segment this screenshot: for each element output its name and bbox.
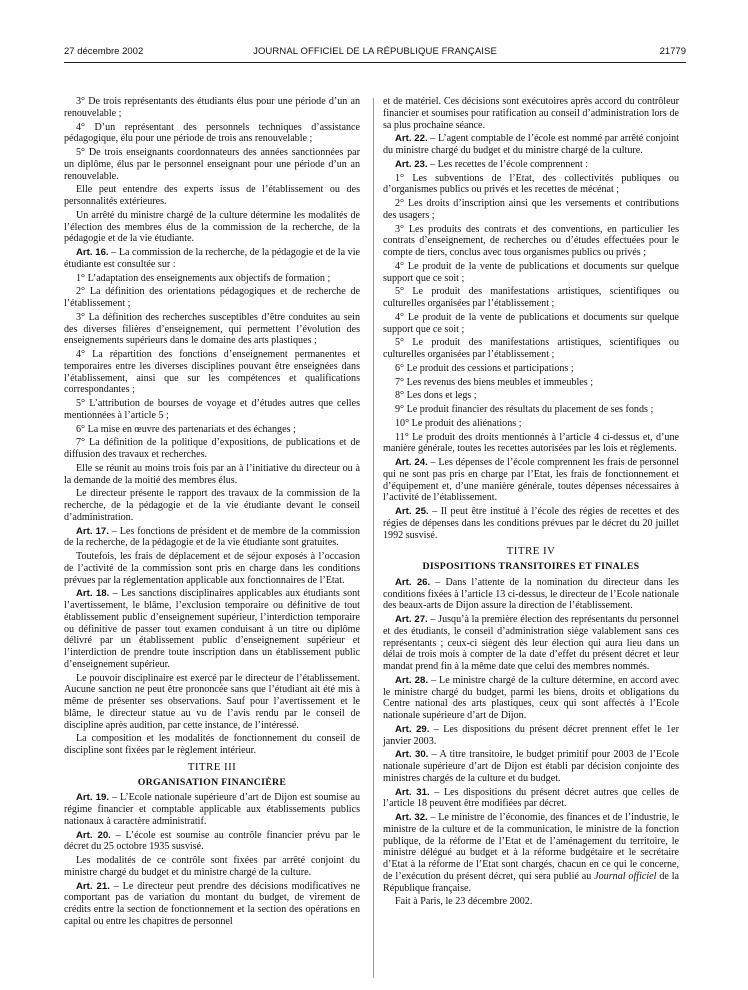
article-number: Art. 26. xyxy=(395,576,431,588)
article-paragraph: Art. 17. – Les fonctions de président et de membre de la commission de la recherche, de la pédagogie et de la vie étudiante sont gratuites. xyxy=(64,525,360,549)
left-column xyxy=(64,96,360,930)
paragraph: 9° Le produit financier des résultats du placement de ses fonds ; xyxy=(395,404,654,415)
article-number: Art. 23. xyxy=(395,158,428,170)
paragraph: Elle peut entendre des experts issus de l’établissement ou des personnalités extérieures. xyxy=(64,184,360,207)
paragraph: Les modalités de ce contrôle sont fixées par arrêté conjoint du ministre chargé du budget et du ministre chargé de la culture. xyxy=(64,855,360,878)
paragraph: 8° Les dons et legs ; xyxy=(395,390,477,402)
paragraph: 7° Les revenus des biens meubles et immeubles ; xyxy=(395,376,594,388)
article-paragraph: Art. 20. – L’école est soumise au contrôle financier prévu par le décret du 25 octobre 1935 susvisé. xyxy=(64,829,361,853)
paragraph: 3° La définition des recherches susceptibles d’être conduites au sein des diverses filières d’enseignement, qui permettent l’évolution des enseignements supérieurs dans le domaine des arts plastiques ; xyxy=(64,311,360,347)
page-header xyxy=(64,46,686,62)
paragraph: Toutefois, les frais de déplacement et de séjour exposés à l’occasion de l’activité de la commission sont pris en charge dans les conditions prévues par la réglementation applicable aux fonctionnaires de l’Etat. xyxy=(64,551,360,586)
article-paragraph: Art. 23. – Les recettes de l’école comprennent : xyxy=(395,158,589,170)
article-number: Art. 20. xyxy=(76,829,111,841)
paragraph: Un arrêté du ministre chargé de la culture détermine les modalités de l’élection des membres élus de la commission de la recherche, de la pédagogie et de la vie étudiante. xyxy=(64,209,360,245)
article-number: Art. 25. xyxy=(395,506,429,517)
article-paragraph: Art. 29. – Les dispositions du présent décret prennent effet le 1er janvier 2003. xyxy=(383,723,679,747)
article-paragraph: Art. 21. – Le directeur peut prendre des décisions modificatives ne comportant pas de variation du montant du budget, de virement de crédits entre la section de fonctionnement et la section des opérations en capital ou entre les chapitres de personnel xyxy=(64,880,360,927)
article-number: Art. 29. xyxy=(395,723,430,735)
article-paragraph: Art. 27. – Jusqu’à la première élection des représentants du personnel et des étudiants, le conseil d’administration siège valablement sans ces représentants ; ceux-ci siègent dès leur élection qui aura lieu dans un délai de trois mois à compter de la date d’effet du présent décret et leur mandat prend fin à la même date que celui des membres nommés. xyxy=(383,614,679,672)
section-title: TITRE IV xyxy=(506,545,556,558)
article-paragraph: Art. 24. – Les dépenses de l’école comprennent les frais de personnel qui ne sont pas pris en charge par l’Etat, les frais de fonctionnement et d’équipement et, d’une manière générale, toutes dépenses nécessaires à l’activité de l’établissement. xyxy=(383,457,679,504)
section-title: TITRE III xyxy=(187,760,237,773)
paragraph: Le directeur présente le rapport des travaux de la commission de la recherche, de la pédagogie et de la vie étudiante devant le conseil d’administration. xyxy=(64,488,360,523)
column-divider xyxy=(373,98,374,978)
paragraph: 6° La mise en œuvre des partenariats et des échanges ; xyxy=(76,423,296,435)
article-paragraph: Art. 28. – Le ministre chargé de la culture détermine, en accord avec le ministre chargé du budget, parmi les biens, droits et obligations du Centre national des arts plastiques, ceux qui sont affectés à l’Ecole nationale supérieure d’art de Dijon. xyxy=(383,674,679,721)
paragraph: 3° De trois représentants des étudiants élus pour une période d’un an renouvelable ; xyxy=(64,96,360,119)
article-number: Art. 27. xyxy=(395,614,428,625)
article-number: Art. 31. xyxy=(395,786,430,798)
article-number: Art. 28. xyxy=(395,674,428,686)
paragraph: 2° La définition des orientations pédagogiques et de recherche de l’établissement ; xyxy=(64,286,360,309)
header-rule xyxy=(64,62,686,63)
paragraph: 5° L’attribution de bourses de voyage et d’études autres que celles mentionnées à l’article 5 ; xyxy=(64,398,360,421)
article-number: Art. 17. xyxy=(76,525,109,537)
article-paragraph: Art. 18. – Les sanctions disciplinaires applicables aux étudiants sont l’avertissement, le blâme, l’exclusion temporaire ou définitive de tout établissement public d’enseignement supérieur, l’interdiction temporaire ou définitive de passer tout examen conduisant à un titre ou diplôme délivré par un établissement public d’enseignement supérieur et l’interdiction de prendre toute inscription dans un établissement public d’enseignement supérieur. xyxy=(64,588,360,670)
paragraph: 4° Le produit de la vente de publications et documents sur quelque support que ce soit ; xyxy=(383,311,679,335)
article-paragraph: Art. 22. – L’agent comptable de l’école est nommé par arrêté conjoint du ministre chargé du budget et du ministre chargé de la culture. xyxy=(383,133,679,156)
header-page-number: 21779 xyxy=(659,46,686,57)
paragraph: 4° D’un représentant des personnels techniques d’assistance pédagogique, élu pour une période de trois ans renouvelable ; xyxy=(64,121,360,145)
paragraph: 2° Les droits d’inscription ainsi que les versements et contributions des usagers ; xyxy=(383,198,679,221)
paragraph: 3° Les produits des contrats et des conventions, en particulier les contrats d’enseignement, de recherches ou d’études effectuées pour le compte de tiers, conclus avec tous organismes publics ou privés ; xyxy=(383,223,679,258)
paragraph: 1° L’adaptation des enseignements aux objectifs de formation ; xyxy=(76,272,331,284)
article-number: Art. 18. xyxy=(76,588,110,600)
paragraph: 4° Le produit de la vente de publications et documents sur quelque support que ce soit ; xyxy=(383,260,679,284)
article-number: Art. 32. xyxy=(395,812,428,823)
article-paragraph: Art. 16. – La commission de la recherche, de la pédagogie et de la vie étudiante est consultée sur : xyxy=(64,247,360,270)
header-journal-title: JOURNAL OFFICIEL DE LA RÉPUBLIQUE FRANÇAISE xyxy=(253,46,497,57)
paragraph: et de matériel. Ces décisions sont exécutoires après accord du contrôleur financier et soumises pour ratification au conseil d’administration lors de sa plus prochaine séance. xyxy=(383,96,679,131)
article-paragraph: Art. 32. – Le ministre de l’économie, des finances et de l’industrie, le ministre de la culture et de la communication, le ministre de la fonction publique, de la réforme de l’Etat et de l’aménagement du territoire, le ministre délégué au budget et à la réforme budgétaire et le secrétaire d’Etat à la réforme de l’Etat sont chargés, chacun en ce qui le concerne, de l’exécution du présent décret, qui sera publié au Journal officiel de la République française. xyxy=(383,812,680,894)
italic-text: Journal officiel xyxy=(594,870,657,882)
article-paragraph: Art. 31. – Les dispositions du présent décret autres que celles de l’article 18 peuvent être modifiées par décret. xyxy=(383,786,679,810)
paragraph: 10° Le produit des aliénations ; xyxy=(395,417,522,429)
paragraph: 5° Le produit des manifestations artistiques, scientifiques ou culturelles organisées par l’établissement ; xyxy=(383,286,679,309)
article-paragraph: Art. 26. – Dans l’attente de la nomination du directeur dans les conditions fixées à l’article 13 ci-dessus, le directeur de l’Ecole nationale des beaux-arts de Dijon assure la direction de l’établissement. xyxy=(383,576,679,612)
paragraph: La composition et les modalités de fonctionnement du conseil de discipline sont fixées par le règlement intérieur. xyxy=(64,733,360,756)
article-paragraph: Art. 30. – A titre transitoire, le budget primitif pour 2003 de l’Ecole nationale supérieure d’art de Dijon est établi par décision conjointe des ministres chargés de la culture et du budget. xyxy=(383,749,679,784)
paragraph: Fait à Paris, le 23 décembre 2002. xyxy=(395,896,533,908)
article-number: Art. 19. xyxy=(76,792,109,804)
article-paragraph: Art. 25. – Il peut être institué à l’école des régies de recettes et des régies de dépenses dans les conditions prévues par le décret du 20 juillet 1992 susvisé. xyxy=(383,506,679,541)
header-date: 27 décembre 2002 xyxy=(64,46,144,57)
article-number: Art. 21. xyxy=(76,880,110,892)
paragraph: 5° De trois enseignants coordonnateurs des années sanctionnées par un diplôme, élus par le personnel enseignant pour une période d’un an renouvelable. xyxy=(64,147,360,182)
article-number: Art. 22. xyxy=(395,133,428,145)
paragraph: 5° Le produit des manifestations artistiques, scientifiques ou culturelles organisées par l’établissement ; xyxy=(383,337,679,360)
paragraph: 6° Le produit des cessions et participations ; xyxy=(395,362,574,374)
article-number: Art. 16. xyxy=(76,247,109,258)
section-subtitle: ORGANISATION FINANCIÈRE xyxy=(137,776,287,788)
article-paragraph: Art. 19. – L’Ecole nationale supérieure d’art de Dijon est soumise au régime financier et comptable applicable aux établissements publics nationaux à caractère administratif. xyxy=(64,792,360,827)
section-subtitle: DISPOSITIONS TRANSITOIRES ET FINALES xyxy=(422,561,640,572)
paragraph: 11° Le produit des droits mentionnés à l’article 4 ci-dessus et, d’une manière générale, toutes les recettes autorisées par les lois et règlements. xyxy=(383,431,679,455)
paragraph: 1° Les subventions de l’Etat, des collectivités publiques ou d’organismes publics ou privés et les recettes de mécénat ; xyxy=(383,172,679,196)
paragraph: 7° La définition de la politique d’expositions, de publications et de diffusion des travaux et recherches. xyxy=(64,437,360,460)
paragraph: Le pouvoir disciplinaire est exercé par le directeur de l’établissement. Aucune sanction ne peut être prononcée sans que l’étudiant ait été mis à même de présenter ses observations. Sauf pour l’avertissement et le blâme, le directeur statue au vu de l’avis rendu par le conseil de discipline après audition, par cette instance, de l’intéressé. xyxy=(64,672,360,731)
article-number: Art. 24. xyxy=(395,457,428,468)
paragraph: Elle se réunit au moins trois fois par an à l’initiative du directeur ou à la demande de la moitié des membres élus. xyxy=(64,462,360,486)
article-number: Art. 30. xyxy=(395,749,429,761)
right-column xyxy=(383,96,679,910)
paragraph: 4° La répartition des fonctions d’enseignement permanentes et temporaires entre les diverses disciplines pouvant être enseignées dans l’établissement, ainsi que sur les compétences et qualifications correspondantes ; xyxy=(64,349,360,396)
